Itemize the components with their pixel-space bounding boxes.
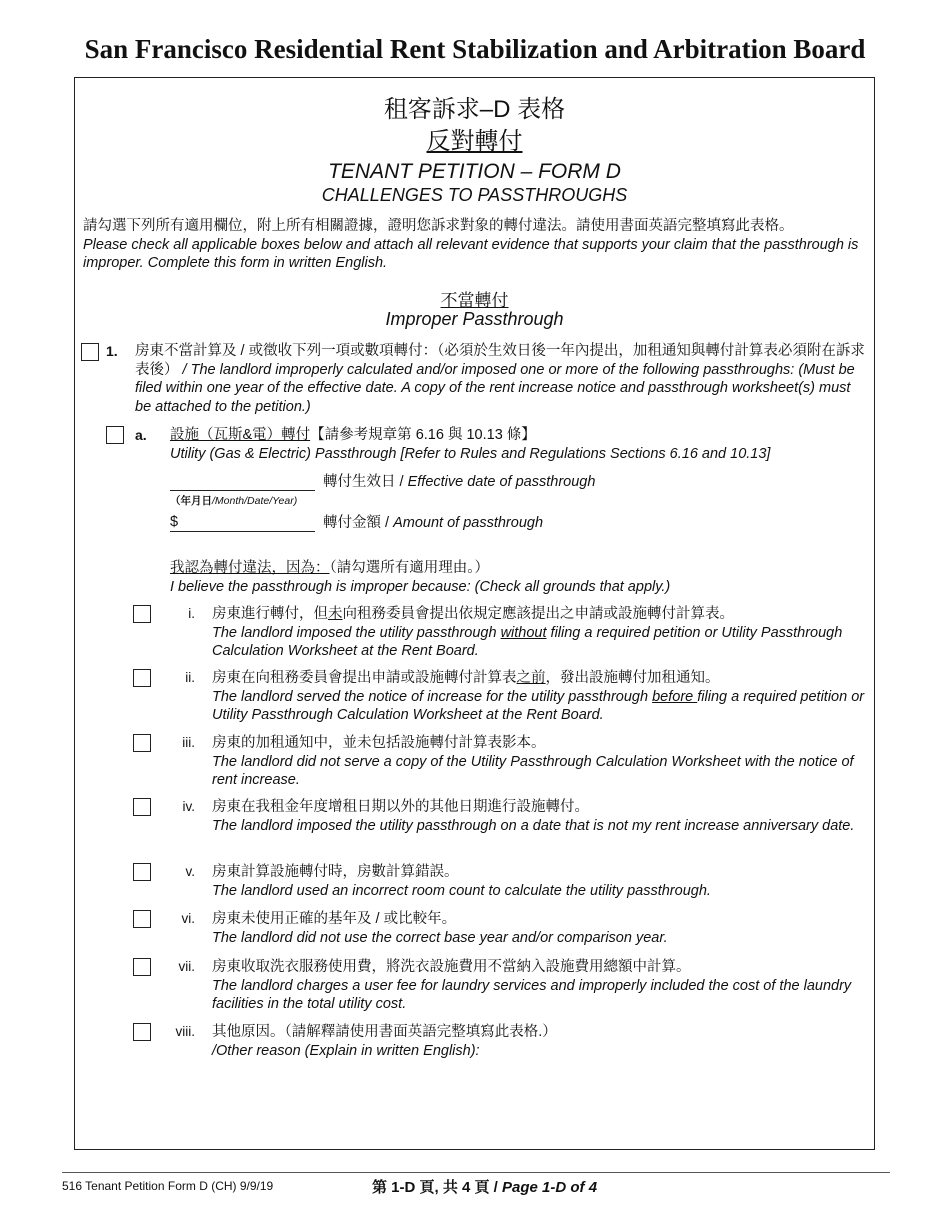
footer-page	[372, 1176, 597, 1197]
item-1a-title-zh: 設施（瓦斯&電）轉付	[170, 427, 311, 443]
ground-item	[212, 1023, 867, 1060]
ground-text-zh: 房東的加租通知中，並未包括設施轉付計算表影本。	[212, 735, 546, 751]
ground-text-en: The landlord imposed the utility passthrough without filing a required petition or Utility Passthrough Calculation Worksheet at the Rent Board.	[212, 624, 843, 659]
because-zh: 我認為轉付違法，因為：	[170, 560, 330, 576]
ground-numeral: ii.	[185, 670, 195, 685]
because-zh-note: （請勾選所有適用理由。）	[329, 560, 489, 576]
item-1-text-en: / The landlord improperly calculated and/or imposed one or more of the following passthroughs: (Must be filed within one year of the effective date. A copy of the rent increase notice and passthrough worksheet(s) must be attached to the petition.)	[135, 361, 855, 415]
ground-text-zh: 其他原因。（請解釋請使用書面英語完整填寫此表格.）	[212, 1024, 557, 1040]
ground-item	[212, 605, 867, 661]
ground-checkbox[interactable]	[133, 798, 151, 816]
ground-text-zh: 房東進行轉付，但未向租務委員會提出依規定應該提出之申請或設施轉付計算表。	[212, 606, 734, 622]
ground-text-en: The landlord used an incorrect room count to calculate the utility passthrough.	[212, 882, 711, 899]
ground-numeral: iv.	[182, 799, 195, 814]
date-format-hint	[170, 493, 297, 508]
footer-divider	[62, 1172, 890, 1173]
ground-numeral: iii.	[182, 735, 195, 750]
board-title: San Francisco Residential Rent Stabilization and Arbitration Board	[84, 34, 866, 64]
form-title-en: TENANT PETITION – FORM D	[328, 160, 621, 183]
ground-checkbox[interactable]	[133, 734, 151, 752]
ground-item	[212, 863, 867, 900]
amount-label-en: Amount of passthrough	[393, 515, 544, 531]
item-1a-letter: a.	[135, 427, 147, 443]
effective-date-label-en: Effective date of passthrough	[407, 474, 596, 490]
footer-page-zh: 第 1-D 頁, 共 4 頁 /	[372, 1179, 498, 1196]
footer-form-id: 516 Tenant Petition Form D (CH) 9/9/19	[62, 1179, 274, 1193]
ground-item	[212, 958, 867, 1014]
ground-text-zh: 房東在我租金年度增租日期以外的其他日期進行設施轉付。	[212, 799, 589, 815]
item-1a-ref-zh: 【請參考規章第 6.16 與 10.13 條】	[310, 427, 536, 443]
ground-numeral: vi.	[181, 911, 195, 926]
footer-page-en: Page 1-D of 4	[502, 1179, 598, 1196]
amount-label-zh: 轉付金額 /	[323, 515, 390, 531]
ground-text-zh: 房東在向租務委員會提出申請或設施轉付計算表之前，發出設施轉付加租通知。	[212, 670, 720, 686]
ground-checkbox[interactable]	[133, 669, 151, 687]
ground-numeral: v.	[185, 864, 195, 879]
ground-text-en: The landlord did not serve a copy of the Utility Passthrough Calculation Worksheet with the notice of rent increase.	[212, 753, 854, 788]
because-heading	[170, 559, 870, 596]
intro-zh: 請勾選下列所有適用欄位，附上所有相關證據，證明您訴求對象的轉付違法。請使用書面英語完整填寫此表格。	[83, 218, 794, 234]
item-1a-title-en: Utility (Gas & Electric) Passthrough [Refer to Rules and Regulations Sections 6.16 and 10.13]	[170, 445, 771, 462]
section-title-en: Improper Passthrough	[385, 309, 564, 329]
form-title-zh: 租客訴求–D 表格	[383, 96, 566, 123]
ground-checkbox[interactable]	[133, 958, 151, 976]
item-1a-checkbox[interactable]	[106, 426, 124, 444]
ground-text-zh: 房東收取洗衣服務使用費，將洗衣設施費用不當納入設施費用總額中計算。	[212, 959, 691, 975]
ground-text-en: The landlord served the notice of increase for the utility passthrough before filing a required petition or Utility Passthrough Calculation Worksheet at the Rent Board.	[212, 688, 865, 723]
item-1a-title	[170, 426, 870, 463]
ground-numeral: vii.	[178, 959, 195, 974]
form-subtitle-en: CHALLENGES TO PASSTHROUGHS	[321, 185, 628, 205]
ground-checkbox[interactable]	[133, 1023, 151, 1041]
ground-text-en: The landlord did not use the correct base year and/or comparison year.	[212, 929, 668, 946]
effective-date-label-zh: 轉付生效日 /	[323, 474, 404, 490]
amount-label	[323, 514, 543, 533]
ground-text-zh: 房東未使用正確的基年及 / 或比較年。	[212, 911, 457, 927]
amount-field[interactable]	[170, 515, 315, 532]
ground-numeral: i.	[188, 606, 195, 621]
amount-prefix: $	[170, 514, 179, 530]
because-en: I believe the passthrough is improper because: (Check all grounds that apply.)	[170, 578, 671, 595]
section-title-zh: 不當轉付	[440, 291, 509, 310]
ground-item	[212, 910, 867, 947]
ground-text-en: The landlord imposed the utility passthrough on a date that is not my rent increase anniversary date.	[212, 817, 855, 834]
ground-checkbox[interactable]	[133, 863, 151, 881]
item-1-checkbox[interactable]	[81, 343, 99, 361]
ground-checkbox[interactable]	[133, 605, 151, 623]
effective-date-field[interactable]	[170, 474, 315, 491]
date-format-hint-zh: （年月日	[170, 495, 212, 507]
ground-text-en: /Other reason (Explain in written English):	[212, 1042, 480, 1059]
intro	[83, 217, 863, 273]
item-1-text	[135, 342, 870, 416]
ground-numeral: viii.	[175, 1024, 195, 1039]
ground-text-zh: 房東計算設施轉付時，房數計算錯誤。	[212, 864, 459, 880]
item-1-text-zh: 房東不當計算及 / 或徵收下列一項或數項轉付：（必須於生效日後一年內提出，加租通知與轉付計算表必須附在訴求表後）	[135, 343, 865, 378]
date-format-hint-en: /Month/Date/Year)	[212, 495, 298, 507]
effective-date-label	[323, 473, 595, 492]
form-subtitle-zh: 反對轉付	[426, 128, 523, 155]
ground-item	[212, 734, 867, 790]
ground-item	[212, 798, 867, 835]
intro-en: Please check all applicable boxes below and attach all relevant evidence that supports your claim that the passthrough is improper. Complete this form in written English.	[83, 236, 859, 271]
ground-item	[212, 669, 867, 725]
item-1-number: 1.	[106, 343, 118, 359]
ground-text-en: The landlord charges a user fee for laundry services and improperly included the cost of the laundry facilities in the total utility cost.	[212, 977, 852, 1012]
ground-checkbox[interactable]	[133, 910, 151, 928]
